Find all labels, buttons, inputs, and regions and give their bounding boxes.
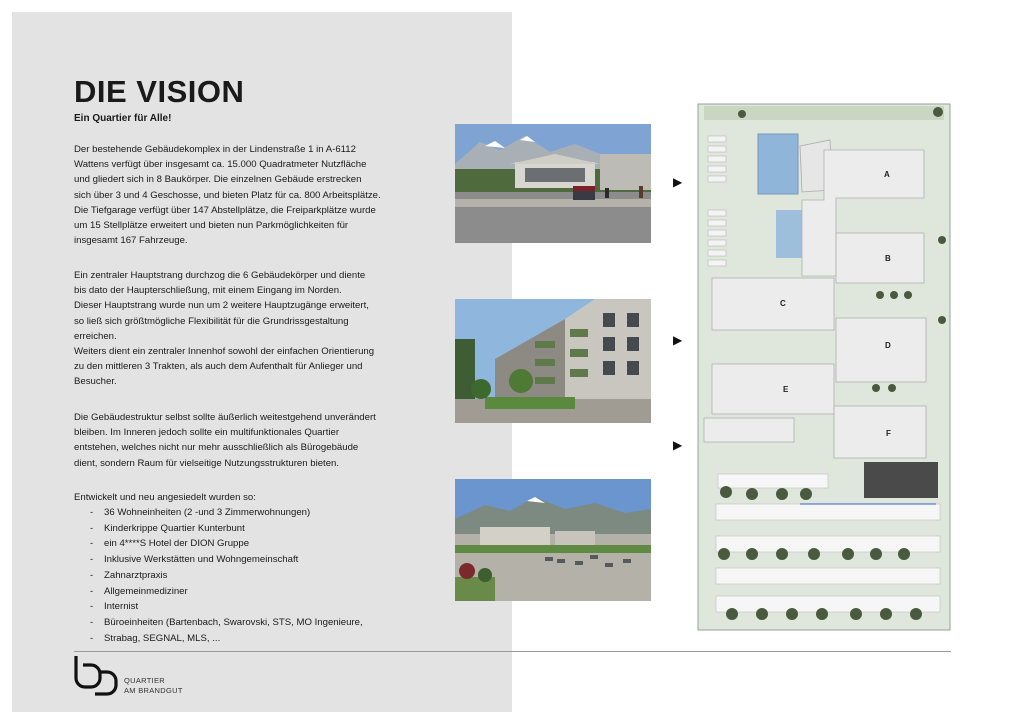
list-item: - Strabag, SEGNAL, MLS, ... xyxy=(90,631,440,647)
entrance-arrow-icon: ▶ xyxy=(673,438,683,452)
text-line: sich über 3 und 4 Geschosse, und bieten Platz für ca. 800 Arbeitsplätze. xyxy=(74,189,381,201)
text-line: Ein zentraler Hauptstrang durchzog die 6 Gebäudekörper und diente xyxy=(74,270,366,281)
building-label-a: A xyxy=(884,170,890,179)
text-line: Der bestehende Gebäudekomplex in der Lindenstraße 1 in A-6112 xyxy=(74,144,356,155)
logo-line: QUARTIER xyxy=(124,676,166,685)
site-plan xyxy=(696,100,952,639)
text-line: Besucher. xyxy=(74,376,117,388)
paragraph-list-intro xyxy=(74,490,444,505)
list-item: - Inklusive Werkstätten und Wohngemeinschaft xyxy=(90,552,440,568)
building-label-e: E xyxy=(783,385,789,394)
text-line: bis dato der Haupterschließung, mit einem Eingang im Norden. xyxy=(74,285,342,297)
logo-wordmark xyxy=(124,676,183,696)
entrance-arrow-icon: ▶ xyxy=(673,333,683,347)
text-line: entstehen, welches nicht nur mehr ausschließlich als Bürogebäude xyxy=(74,442,359,454)
list-item: - Allgemeinmediziner xyxy=(90,584,440,600)
building-f xyxy=(834,406,926,458)
logo-line: AM BRANDGUT xyxy=(124,686,183,695)
text-line: um 15 Stellplätze erweitert und bieten nun Parkmöglichkeiten für xyxy=(74,220,349,232)
text-line: und gliedert sich in 8 Baukörper. Die einzelnen Gebäude erstrecken xyxy=(74,174,362,186)
list-item: - Internist xyxy=(90,599,440,615)
text-line: bleiben. Im Inneren jedoch sollte ein multifunktionales Quartier xyxy=(74,427,340,439)
text-line: dient, sondern Raum für vielseitige Nutzungsstrukturen bieten. xyxy=(74,457,340,469)
building-label-d: D xyxy=(885,341,891,350)
text-line: Entwickelt und neu angesiedelt wurden so: xyxy=(74,492,256,503)
photo-aerial xyxy=(455,479,651,601)
paragraph-intro xyxy=(74,142,444,248)
building-label-b: B xyxy=(885,254,891,263)
list-item: - Büroeinheiten (Bartenbach, Swarovski, STS, MO Ingenieure, xyxy=(90,615,440,631)
building-label-f: F xyxy=(886,429,891,438)
text-line: so ließ sich größtmögliche Flexibilität für die Grundrissgestaltung xyxy=(74,315,349,327)
list-item: - Zahnarztpraxis xyxy=(90,568,440,584)
page-subtitle: Ein Quartier für Alle! xyxy=(74,113,172,124)
photo-facade xyxy=(455,299,651,423)
text-line: zu den mittleren 3 Trakten, als auch dem Aufenthalt für Anlieger und xyxy=(74,361,363,373)
text-line: Wattens verfügt über insgesamt ca. 15.000 Quadratmeter Nutzfläche xyxy=(74,159,367,171)
building-b xyxy=(836,233,924,283)
building-e xyxy=(712,364,834,414)
photo-entrance xyxy=(455,124,651,243)
list-item: - Kinderkrippe Quartier Kunterbunt xyxy=(90,521,440,537)
entrance-arrow-icon: ▶ xyxy=(673,175,683,189)
text-line: erreichen. xyxy=(74,330,117,342)
text-line: Dieser Hauptstrang wurde nun um 2 weitere Hauptzugänge erweitert, xyxy=(74,300,369,312)
text-line: Die Gebäudestruktur selbst sollte äußerlich weitestgehend unverändert xyxy=(74,412,376,423)
paragraph-structure xyxy=(74,410,444,471)
quartier-logo-icon xyxy=(73,654,119,703)
building-c xyxy=(712,278,834,330)
text-line: Die Tiefgarage verfügt über 147 Abstellplätze, die Freiparkplätze wurde xyxy=(74,204,376,216)
page-title: DIE VISION xyxy=(74,74,245,109)
building-d xyxy=(836,318,926,382)
text-line: Weiters dient ein zentraler Innenhof sowohl der einfachen Orientierung xyxy=(74,346,375,358)
usage-list xyxy=(90,505,440,646)
list-item: - 36 Wohneinheiten (2 -und 3 Zimmerwohnungen) xyxy=(90,505,440,521)
building-label-c: C xyxy=(780,299,786,308)
paragraph-access xyxy=(74,268,444,390)
list-item: - ein 4****S Hotel der DION Gruppe xyxy=(90,536,440,552)
text-line: insgesamt 167 Fahrzeuge. xyxy=(74,235,188,247)
footer-divider xyxy=(74,651,951,652)
